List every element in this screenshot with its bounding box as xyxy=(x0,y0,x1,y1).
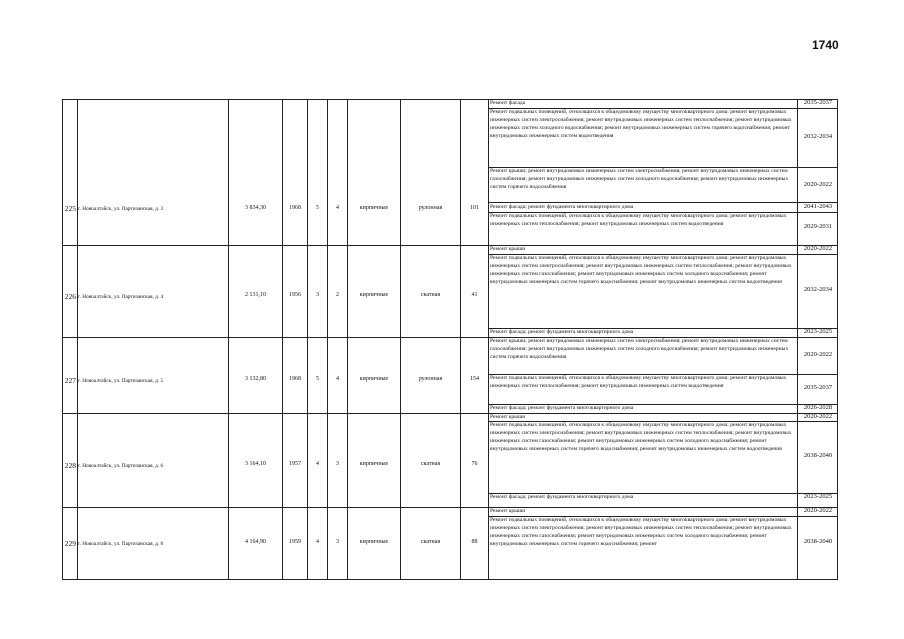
entrances-cell: 4 xyxy=(336,376,339,382)
year-cell: 1968 xyxy=(289,376,301,382)
period-cell: 2035-2037 xyxy=(803,384,833,391)
address-cell: г. Новоалтайск, ул. Партизанская, д. 8 xyxy=(78,541,164,547)
area-cell: 2 131,10 xyxy=(245,292,266,298)
period-cell: 2020-2022 xyxy=(803,507,833,514)
year-cell: 1959 xyxy=(289,539,301,545)
floors-cell: 5 xyxy=(316,376,319,382)
roof-type-cell: рулонная xyxy=(418,205,443,211)
floors-cell: 4 xyxy=(316,539,319,545)
work-item: Ремонт крыши xyxy=(490,246,526,252)
work-item: Ремонт фасада; ремонт фундамента многоквартирного дома xyxy=(490,329,634,335)
period-cell: 2032-2034 xyxy=(803,286,833,293)
apartments-cell: 88 xyxy=(471,539,478,545)
row-number: 229 xyxy=(64,539,76,548)
row-number: 225 xyxy=(64,204,76,213)
period-cell: 2023-2025 xyxy=(803,328,833,335)
entrances-cell: 2 xyxy=(336,292,339,298)
wall-material-cell: кирпичные xyxy=(359,205,389,211)
wall-material-cell: кирпичные xyxy=(359,539,389,545)
work-item: Ремонт крыши; ремонт внутридомовых инженерных систем электроснабжения; ремонт внутридомовых инженерных систем газоснабжения; ремонт внутридомовых инженерных систем холодного водоснабжения; ремонт внутридомовых инженерных систем горячего водоснабжения xyxy=(490,338,789,360)
area-cell: 3 834,30 xyxy=(245,205,266,211)
work-item: Ремонт фасада; ремонт фундамента многоквартирного дома xyxy=(490,204,634,210)
period-cell: 2023-2025 xyxy=(803,493,833,500)
period-cell: 2026-2028 xyxy=(803,404,833,411)
period-cell: 2038-2040 xyxy=(803,452,833,459)
address-cell: г. Новоалтайск, ул. Партизанская, д. 3 xyxy=(78,206,164,212)
entrances-cell: 4 xyxy=(336,205,339,211)
entrances-cell: 3 xyxy=(336,539,339,545)
page-number: 1740 xyxy=(812,38,839,52)
work-item: Ремонт фасада xyxy=(490,100,526,106)
apartments-cell: 101 xyxy=(470,205,479,211)
work-item: Ремонт подвальных помещений, относящихся к общедомовому имуществу многоквартирного дома; ремонт внутридомовых инженерных систем теплоснабжения; ремонт внутридомовых инженерных систем водоотведения xyxy=(490,213,787,227)
work-item: Ремонт подвальных помещений, относящихся к общедомовому имуществу многоквартирного дома; ремонт внутридомовых инженерных систем электроснабжения; ремонт внутридомовых инженерных систем теплоснабжения; ремонт внутридомовых инженерных систем газоснабжения; ремонт внутридомовых инженерных систем холодного водоснабжения; ремонт внутридомовых инженерных систем горячего водоснабжения; ремонт xyxy=(490,517,792,547)
row-number: 228 xyxy=(64,461,76,470)
period-cell: 2020-2022 xyxy=(803,351,833,358)
apartments-cell: 154 xyxy=(470,376,479,382)
floors-cell: 5 xyxy=(316,205,319,211)
period-cell: 2035-2037 xyxy=(803,99,833,106)
work-item: Ремонт крыши xyxy=(490,414,526,420)
address-cell: г. Новоалтайск, ул. Партизанская, д. 6 xyxy=(78,463,164,469)
area-cell: 3 164,10 xyxy=(245,461,266,467)
row-number: 227 xyxy=(64,376,76,385)
capital-repair-table xyxy=(62,99,838,580)
floors-cell: 4 xyxy=(316,461,319,467)
work-item: Ремонт фасада; ремонт фундамента многоквартирного дома xyxy=(490,405,634,411)
year-cell: 1956 xyxy=(289,292,301,298)
period-cell: 2029-2031 xyxy=(803,223,833,230)
year-cell: 1957 xyxy=(289,461,301,467)
work-item: Ремонт подвальных помещений, относящихся к общедомовому имуществу многоквартирного дома; ремонт внутридомовых инженерных систем электроснабжения; ремонт внутридомовых инженерных систем теплоснабжения; ремонт внутридомовых инженерных систем газоснабжения; ремонт внутридомовых инженерных систем холодного водоснабжения; ремонт внутридомовых инженерных систем горячего водоснабжения; ремонт внутридомовых инженерных систем водоотведения xyxy=(490,422,792,452)
apartments-cell: 41 xyxy=(471,292,478,298)
row-divider xyxy=(62,579,838,580)
work-item: Ремонт подвальных помещений, относящихся к общедомовому имуществу многоквартирного дома; ремонт внутридомовых инженерных систем электроснабжения; ремонт внутридомовых инженерных систем теплоснабжения; ремонт внутридомовых инженерных систем газоснабжения; ремонт внутридомовых инженерных систем холодного водоснабжения; ремонт внутридомовых инженерных систем горячего водоснабжения; ремонт внутридомовых инженерных систем водоотведения xyxy=(490,255,792,285)
area-cell: 4 164,90 xyxy=(245,539,266,545)
row-number: 226 xyxy=(64,292,76,301)
work-item: Ремонт крыши xyxy=(490,508,526,514)
wall-material-cell: кирпичные xyxy=(359,461,389,467)
work-item: Ремонт крыши; ремонт внутридомовых инженерных систем электроснабжения; ремонт внутридомовых инженерных систем газоснабжения; ремонт внутридомовых инженерных систем холодного водоснабжения; ремонт внутридомовых инженерных систем горячего водоснабжения xyxy=(490,168,789,190)
roof-type-cell: скатная xyxy=(420,461,441,467)
period-cell: 2041-2043 xyxy=(803,203,833,210)
period-cell: 2020-2022 xyxy=(803,413,833,420)
floors-cell: 3 xyxy=(316,292,319,298)
period-cell: 2020-2022 xyxy=(803,181,833,188)
work-item: Ремонт подвальных помещений, относящихся к общедомовому имуществу многоквартирного дома; ремонт внутридомовых инженерных систем электроснабжения; ремонт внутридомовых инженерных систем теплоснабжения; ремонт внутридомовых инженерных систем холодного водоснабжения; ремонт внутридомовых инженерных систем горячего водоснабжения; ремонт внутридомовых инженерных систем водоотведения xyxy=(490,109,792,139)
roof-type-cell: скатная xyxy=(420,539,441,545)
entrances-cell: 3 xyxy=(336,461,339,467)
period-cell: 2032-2034 xyxy=(803,133,833,140)
wall-material-cell: кирпичные xyxy=(359,292,389,298)
roof-type-cell: рулонная xyxy=(418,376,443,382)
address-cell: г. Новоалтайск, ул. Партизанская, д. 5 xyxy=(78,378,164,384)
roof-type-cell: скатная xyxy=(420,292,441,298)
area-cell: 3 132,80 xyxy=(245,376,266,382)
work-item: Ремонт фасада; ремонт фундамента многоквартирного дома xyxy=(490,494,634,500)
apartments-cell: 76 xyxy=(471,461,478,467)
period-cell: 2020-2022 xyxy=(803,245,833,252)
period-cell: 2038-2040 xyxy=(803,538,833,545)
address-cell: г. Новоалтайск, ул. Партизанская, д. 4 xyxy=(78,294,164,300)
wall-material-cell: кирпичные xyxy=(359,376,389,382)
work-item: Ремонт подвальных помещений, относящихся к общедомовому имуществу многоквартирного дома; ремонт внутридомовых инженерных систем теплоснабжения; ремонт внутридомовых инженерных систем водоотведения xyxy=(490,375,787,389)
year-cell: 1968 xyxy=(289,205,301,211)
